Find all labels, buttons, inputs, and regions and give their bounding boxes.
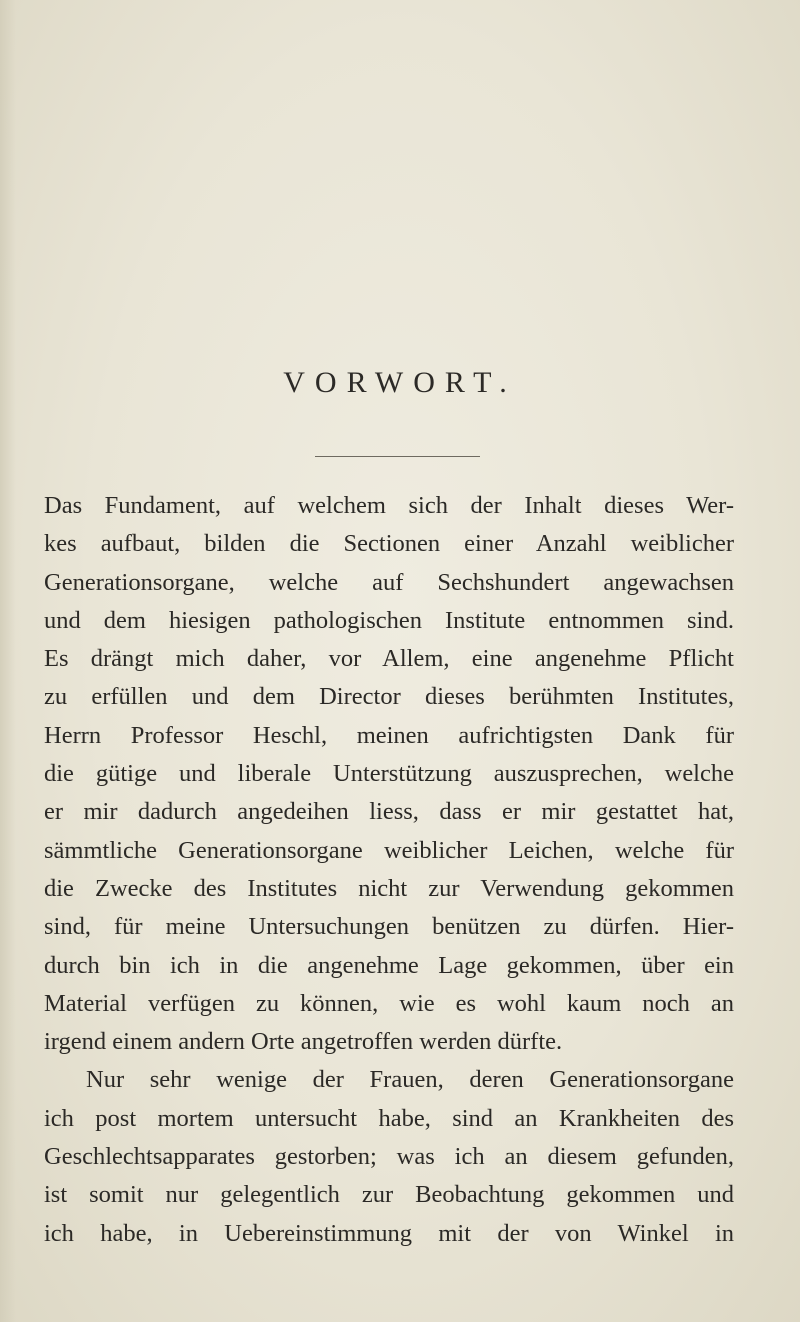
text-line: er mir dadurch angedeihen liess, dass er mir gestattet hat, <box>44 798 734 826</box>
text-line: kes aufbaut, bilden die Sectionen einer Anzahl weiblicher <box>44 530 734 558</box>
text-line: Geschlechtsapparates gestorben; was ich an diesem gefunden, <box>44 1143 734 1171</box>
text-line: Herrn Professor Heschl, meinen aufrichtigsten Dank für <box>44 721 734 749</box>
text-line: irgend einem andern Orte angetroffen werden dürfte. <box>44 1028 563 1056</box>
page-title: VORWORT. <box>283 366 517 399</box>
text-line: Es drängt mich daher, vor Allem, eine angenehme Pflicht <box>44 645 734 673</box>
text-line: die gütige und liberale Unterstützung auszusprechen, welche <box>44 760 734 788</box>
text-line: sind, für meine Untersuchungen benützen zu dürfen. Hier- <box>44 913 734 941</box>
text-line: und dem hiesigen pathologischen Institute entnommen sind. <box>44 606 734 634</box>
text-line: sämmtliche Generationsorgane weiblicher Leichen, welche für <box>44 836 734 864</box>
text-line: Nur sehr wenige der Frauen, deren Generationsorgane <box>86 1066 734 1094</box>
text-line: durch bin ich in die angenehme Lage gekommen, über ein <box>44 951 734 979</box>
text-line: die Zwecke des Institutes nicht zur Verwendung gekommen <box>44 874 734 902</box>
body-text <box>44 487 734 1253</box>
text-line: ich post mortem untersucht habe, sind an Krankheiten des <box>44 1104 734 1132</box>
text-line: ich habe, in Uebereinstimmung mit der von Winkel in <box>44 1219 734 1247</box>
text-line: Generationsorgane, welche auf Sechshundert angewachsen <box>44 568 734 596</box>
page-edge-shadow <box>0 0 16 1322</box>
title-divider <box>315 456 480 457</box>
text-line: zu erfüllen und dem Director dieses berühmten Institutes, <box>44 683 734 711</box>
text-line: Material verfügen zu können, wie es wohl kaum noch an <box>44 989 734 1017</box>
text-line: Das Fundament, auf welchem sich der Inhalt dieses Wer- <box>44 492 734 519</box>
text-line: ist somit nur gelegentlich zur Beobachtung gekommen und <box>44 1181 734 1209</box>
